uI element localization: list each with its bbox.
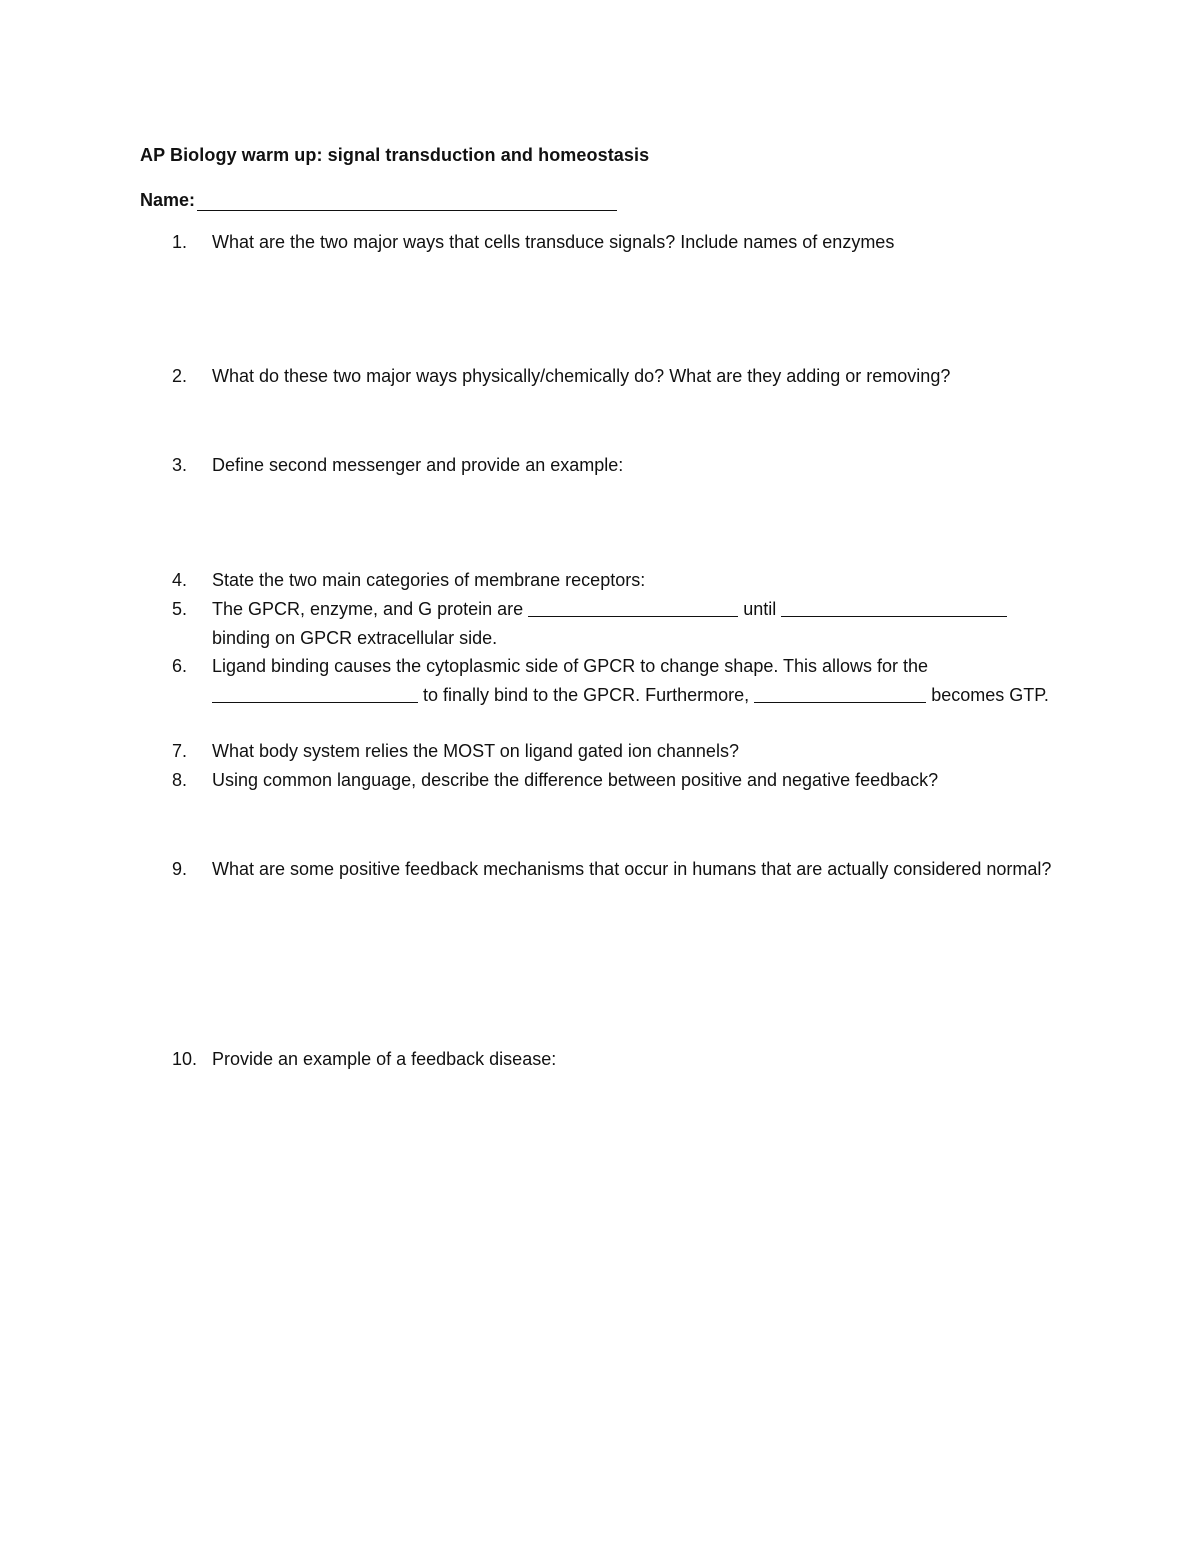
question-text-part: until [743, 599, 777, 619]
question-7 [140, 737, 1080, 766]
name-label: Name: [140, 190, 196, 210]
question-number: 1. [172, 232, 188, 252]
question-8 [140, 766, 1080, 795]
question-text [212, 595, 1080, 652]
answer-blank[interactable] [781, 598, 1007, 617]
question-number: 8. [172, 770, 188, 790]
question-10 [140, 1045, 1080, 1074]
question-text-part: becomes GTP. [931, 684, 1049, 705]
question-text-part: binding on GPCR extracellular side. [212, 627, 498, 648]
question-number: 9. [172, 859, 188, 879]
question-4 [140, 566, 1080, 595]
question-text: State the two main categories of membrane receptors: [212, 570, 646, 590]
question-number: 5. [172, 599, 188, 619]
question-number: 4. [172, 570, 188, 590]
question-text-part: The GPCR, enzyme, and G protein are [212, 599, 524, 619]
question-text: Using common language, describe the difference between positive and negative feedback? [212, 770, 939, 790]
question-number: 3. [172, 455, 188, 475]
question-text: What are some positive feedback mechanisms that occur in humans that are actually considered normal? [212, 859, 1052, 879]
answer-blank[interactable] [212, 684, 418, 703]
name-field [140, 190, 617, 211]
question-text: What do these two major ways physically/chemically do? What are they adding or removing? [212, 366, 951, 386]
answer-blank[interactable] [754, 684, 926, 703]
question-6 [140, 652, 1080, 709]
question-2 [140, 362, 1080, 391]
question-number: 2. [172, 366, 188, 386]
question-9 [140, 855, 1080, 884]
question-number: 7. [172, 741, 188, 761]
question-text: What body system relies the MOST on ligand gated ion channels? [212, 741, 739, 761]
question-5 [140, 595, 1080, 652]
question-text: Define second messenger and provide an example: [212, 455, 624, 475]
worksheet-title: AP Biology warm up: signal transduction and homeostasis [140, 145, 650, 165]
question-text-part: Ligand binding causes the cytoplasmic side of GPCR to change shape. This allows for the [212, 656, 929, 676]
question-text [212, 652, 1080, 709]
name-blank[interactable] [197, 191, 617, 211]
question-1 [140, 228, 1080, 257]
question-number: 10. [172, 1049, 198, 1069]
question-text-part: to finally bind to the GPCR. Furthermore, [423, 684, 750, 705]
question-text: Provide an example of a feedback disease: [212, 1049, 557, 1069]
question-3 [140, 451, 1080, 480]
answer-blank[interactable] [528, 598, 738, 617]
question-text: What are the two major ways that cells transduce signals? Include names of enzymes [212, 232, 895, 252]
question-number: 6. [172, 656, 188, 676]
